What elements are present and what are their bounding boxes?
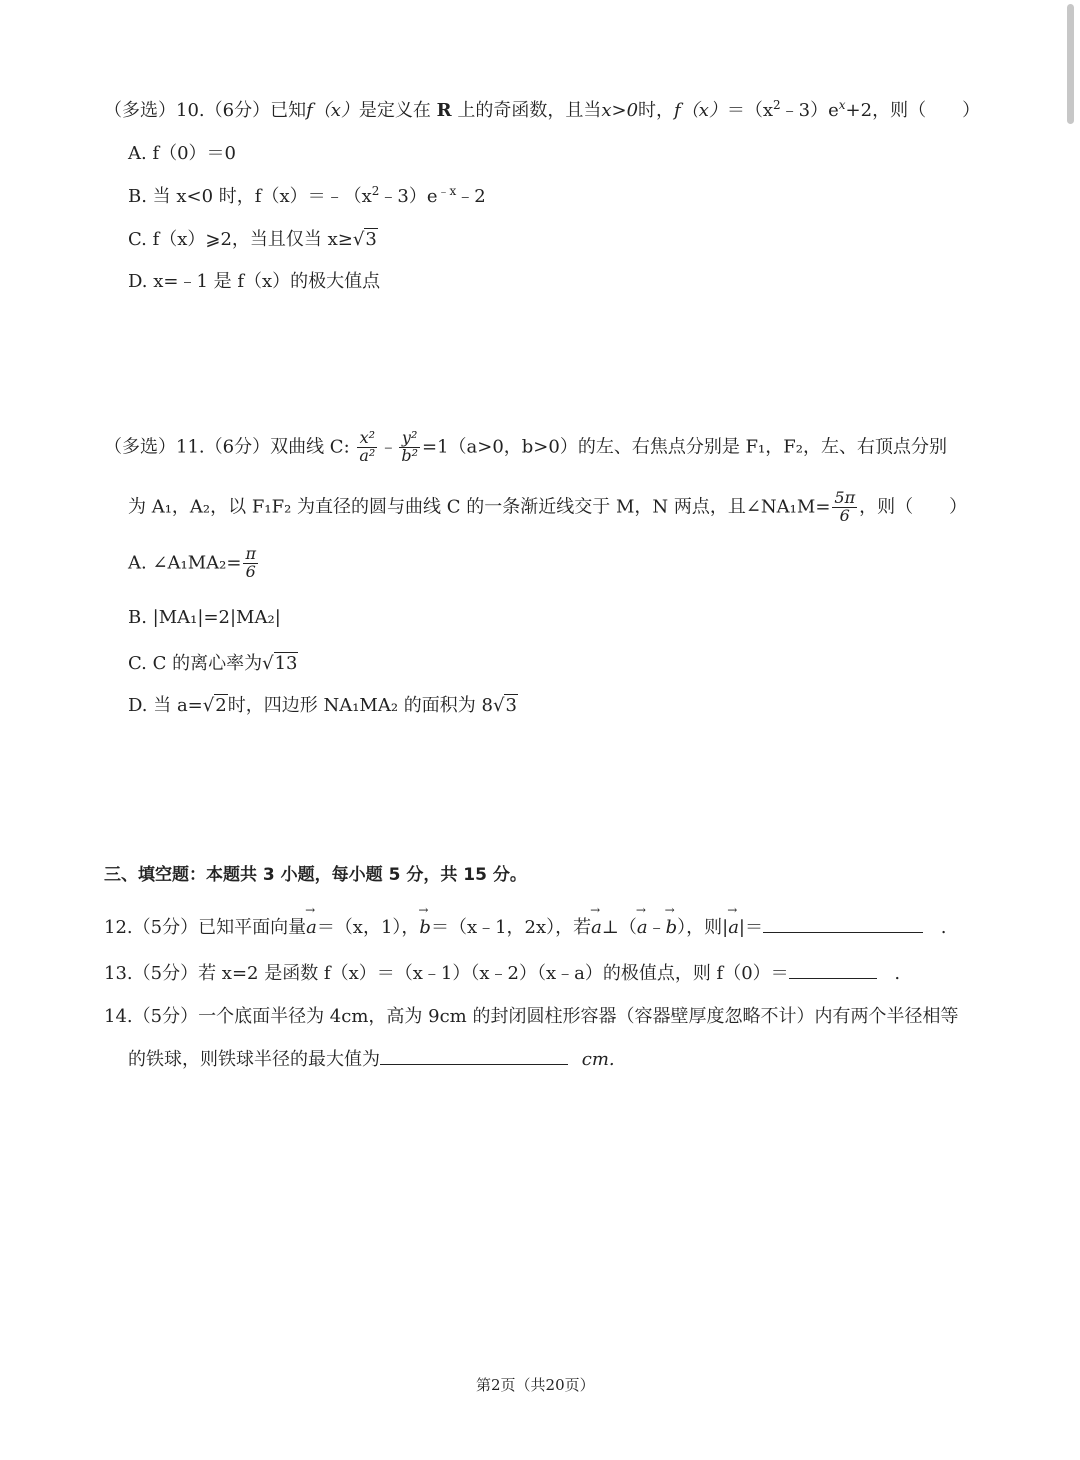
q12-vec-b: → b (419, 917, 431, 938)
q14-line2: 的铁球，则铁球半径的最大值为 (128, 1049, 380, 1070)
q11-a-frac (243, 546, 258, 581)
question-14-line-1: 14.（5分）一个底面半径为 4cm，高为 9cm 的封闭圆柱形容器（容器壁厚度忽略不计）内有两个半径相等 (104, 1006, 959, 1027)
q11-option-d (128, 691, 518, 717)
q11-frac-y (399, 430, 420, 465)
q10-fx: f（x） (306, 100, 359, 121)
q12-mid3: ），则| (677, 917, 729, 938)
q12-tail: |＝ (738, 917, 763, 938)
q13-text: 13.（5分）若 x=2 是函数 f（x）＝（x﹣1）（x﹣2）（x﹣a）的极值点，则 f（0）＝ (104, 963, 789, 984)
q11-frac1-den: a² (359, 445, 376, 465)
q10-c-rad: 3 (365, 229, 377, 250)
q11-option-b: B. |MA₁|=2|MA₂| (128, 607, 281, 628)
q10-expr2: ﹣3）e (780, 100, 839, 121)
question-13 (104, 959, 900, 985)
q10-mid1: 是定义在 (358, 100, 431, 121)
q12-vec-b2: → b (666, 917, 678, 938)
q11-option-c (128, 649, 298, 675)
q11-frac1-num: x² (357, 430, 377, 448)
q10-c-sqrt: √3 (352, 229, 377, 250)
q10-prefix: （多选）10.（6分）已知 (104, 100, 307, 121)
q11-line2-pre: 为 A₁，A₂，以 F₁F₂ 为直径的圆与曲线 C 的一条渐近线交于 M，N 两点，且∠NA₁M= (128, 496, 831, 518)
q10-b-sup: ﹣x (437, 184, 457, 198)
q14-answer-blank[interactable] (380, 1048, 568, 1065)
q10-sq: 2 (773, 98, 781, 112)
q12-pre: 12.（5分）已知平面向量 (104, 917, 307, 938)
q10-R: R (436, 100, 452, 121)
question-14-line-2 (128, 1045, 615, 1071)
q11-line2-tail: ，则（ ） (859, 496, 968, 518)
page-footer: 第2页（共20页） (476, 1376, 595, 1394)
q11-angle-den: 6 (839, 505, 850, 525)
q12-end: . (940, 917, 947, 938)
q10-option-b (128, 182, 486, 208)
q11-c-pre: C. C 的离心率为 (128, 653, 263, 674)
q12-perp: ⊥（ (601, 917, 637, 938)
q12-vec-a4: → a (728, 917, 739, 938)
q12-mid2: ＝（x﹣1，2x），若 (430, 917, 592, 938)
q11-prefix: （多选）11.（6分）双曲线 C: (104, 436, 350, 458)
q11-frac-x (357, 430, 377, 465)
q13-end: . (894, 963, 901, 984)
q11-d-mid: 时，四边形 NA₁MA₂ 的面积为 8 (227, 695, 493, 716)
q10-b-mid: ﹣3）e (379, 186, 438, 207)
q10-c-pre: C. f（x）⩾2，当且仅当 x≥ (128, 229, 353, 250)
q11-line-2 (128, 490, 967, 525)
q10-cond: x>0 (601, 100, 639, 121)
q12-vec-a: → a (306, 917, 317, 938)
q12-minus: ﹣ (647, 917, 666, 938)
q11-frac2-num: y² (399, 430, 420, 448)
q11-d-sqrt1: √2 (202, 695, 227, 716)
q12-mid1: ＝（x，1）， (316, 917, 420, 938)
question-12 (104, 913, 946, 939)
q10-mid3: 时， (638, 100, 675, 121)
q10-expr: ＝（x (726, 100, 774, 121)
q11-d-sqrt2: √3 (492, 695, 517, 716)
question-10-stem (104, 96, 980, 122)
q10-option-a: A. f（0）＝0 (128, 143, 237, 164)
section-heading: 三、填空题：本题共 3 小题，每小题 5 分，共 15 分。 (104, 865, 527, 885)
q10-b-pre: B. 当 x<0 时，f（x）＝﹣（x (128, 186, 372, 207)
q11-d-rad2: 3 (505, 695, 517, 716)
q11-angle-frac (832, 490, 857, 525)
q10-b-sq: 2 (371, 184, 380, 198)
q10-mid2: 上的奇函数，且当 (457, 100, 602, 121)
q10-tail: +2，则（ ） (845, 100, 981, 121)
q11-d-pre: D. 当 a= (128, 695, 203, 716)
q11-c-sqrt: √13 (262, 653, 298, 674)
q10-option-d: D. x=﹣1 是 f（x）的极大值点 (128, 271, 381, 292)
q11-a-pre: A. ∠A₁MA₂= (128, 552, 242, 574)
q12-vec-a3: → a (637, 917, 648, 938)
q11-after: =1（a>0，b>0）的左、右焦点分别是 F₁，F₂，左、右顶点分别 (421, 436, 947, 458)
q11-angle-num: 5π (834, 488, 856, 507)
q10-b-tail: ﹣2 (456, 186, 486, 207)
q10-fx2: f（x） (674, 100, 727, 121)
q11-option-a (128, 546, 260, 581)
q13-answer-blank[interactable] (789, 962, 877, 979)
question-11-stem (104, 430, 947, 465)
q11-a-den: 6 (245, 561, 256, 581)
q10-option-c (128, 225, 378, 251)
q10-sup: x (838, 98, 846, 112)
q11-c-rad: 13 (274, 653, 298, 674)
q14-unit: cm. (581, 1049, 615, 1070)
q11-frac2-den: b² (401, 445, 418, 465)
q11-d-rad1: 2 (215, 695, 227, 716)
q11-minus: ﹣ (379, 436, 398, 458)
q12-vec-a2: → a (591, 917, 602, 938)
q12-answer-blank[interactable] (763, 916, 923, 933)
scrollbar[interactable] (1067, 4, 1074, 124)
q11-a-num: π (245, 544, 256, 563)
